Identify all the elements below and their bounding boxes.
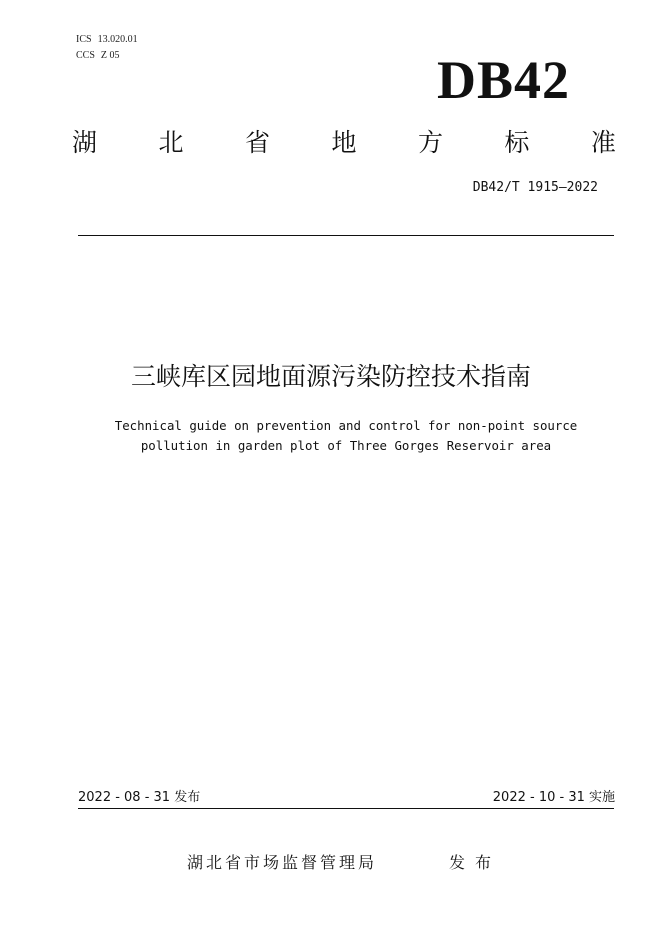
top-divider xyxy=(78,235,614,236)
ics-line xyxy=(76,32,138,48)
classification-codes xyxy=(76,32,138,64)
standard-number: DB42/T 1915—2022 xyxy=(472,180,598,195)
standard-type-char: 地 xyxy=(331,128,357,157)
standard-type-char: 标 xyxy=(504,128,530,157)
standard-type-char: 方 xyxy=(417,128,443,157)
ics-label: ICS xyxy=(76,34,92,45)
ccs-code: Z 05 xyxy=(100,50,120,61)
standard-type-char: 省 xyxy=(244,128,270,157)
bottom-divider xyxy=(78,808,614,809)
implementation-date: 2022 - 10 - 31 实施 xyxy=(492,790,615,805)
document-title-chinese: 三峡库区园地面源污染防控技术指南 xyxy=(130,362,531,391)
english-title-line-1: Technical guide on prevention and control for non-point source xyxy=(114,418,578,433)
standard-type-char: 湖 xyxy=(72,128,98,157)
standard-code-logo: DB42 xyxy=(436,50,570,110)
issuing-authority: 湖北省市场监督管理局 xyxy=(187,853,378,872)
document-title-english xyxy=(0,416,662,456)
standard-type-char: 准 xyxy=(590,128,616,157)
standard-type-title xyxy=(72,126,616,160)
english-title-line-2: pollution in garden plot of Three Gorges Reservoir area xyxy=(140,438,552,453)
issue-word: 发布 xyxy=(449,853,502,872)
issue-date: 2022 - 08 - 31 发布 xyxy=(78,790,201,805)
ics-code: 13.020.01 xyxy=(97,34,138,45)
ccs-line xyxy=(76,48,138,64)
standard-type-char: 北 xyxy=(158,128,184,157)
ccs-label: CCS xyxy=(76,50,95,61)
